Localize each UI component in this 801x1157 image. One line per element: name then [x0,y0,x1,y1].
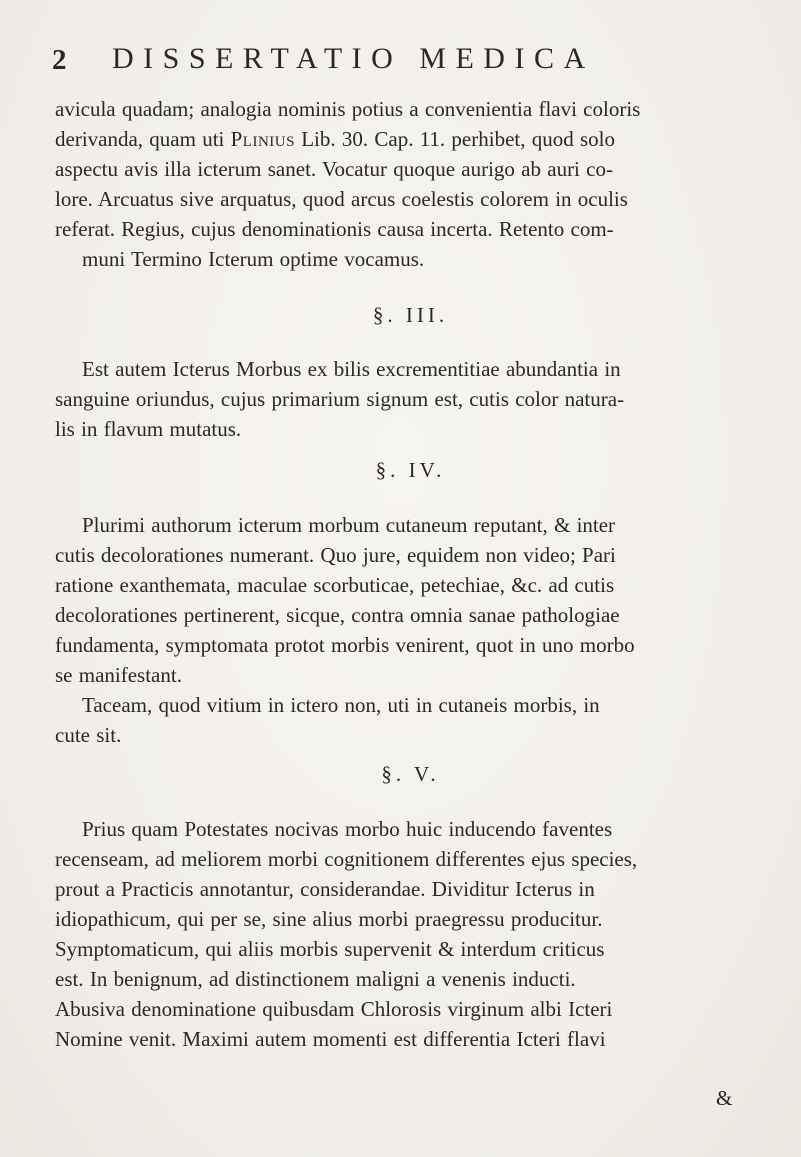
paragraph-species [55,814,745,1054]
text-line: Est autem Icterus Morbus ex bilis excrementitiae abundantia in [82,357,621,381]
text-line: decolorationes pertinerent, sicque, contra omnia sanae pathologiae [55,603,620,627]
text-line: ratione exanthemata, maculae scorbuticae, petechiae, &c. ad cutis [55,573,615,597]
text-line: Symptomaticum, qui aliis morbis supervenit & interdum criticus [55,937,605,961]
text-line: Abusiva denominatione quibusdam Chlorosis virginum albi Icteri [55,997,613,1021]
paragraph-intro [55,94,745,274]
section-heading: §. III. [372,303,449,327]
text-line: lore. Arcuatus sive arquatus, quod arcus coelestis colorem in oculis [55,187,628,211]
paragraph-classification [55,510,745,750]
text-line: cutis decolorationes numerant. Quo jure, equidem non video; Pari [55,543,616,567]
running-title: DISSERTATIO MEDICA [112,42,595,75]
text-line: Taceam, quod vitium in ictero non, uti in cutaneis morbis, in [82,693,600,717]
text-line: idiopathicum, qui per se, sine alius morbi praegressu producitur. [55,907,603,931]
text-line: avicula quadam; analogia nominis potius a convenientia flavi coloris [55,97,641,121]
catchword: & [716,1086,733,1110]
text-line: prout a Practicis annotantur, considerandae. Dividitur Icterus in [55,877,595,901]
text-line: se manifestant. [55,663,182,687]
text-line: lis in flavum mutatus. [55,417,242,441]
text-line: fundamenta, symptomata protot morbis venirent, quot in uno morbo [55,633,635,657]
page-number: 2 [52,44,67,76]
section-heading: §. IV. [375,458,446,482]
text-line: muni Termino Icterum optime vocamus. [82,247,425,271]
text-line: Plurimi authorum icterum morbum cutaneum reputant, & inter [82,513,616,537]
section-heading: §. V. [381,762,440,786]
paragraph-definition [55,354,745,444]
text-line: Prius quam Potestates nocivas morbo huic inducendo faventes [82,817,613,841]
text-line: recensea​m, ad meliorem morbi cognitionem differentes ejus species, [55,847,638,871]
text-line: sanguine oriundus, cujus primarium signum est, cutis color natura- [55,387,625,411]
text-line: aspectu avis illa icterum sanet. Vocatur quoque aurigo ab auri co- [55,157,613,181]
text-fragment: Lib. 30. Cap. 11. perhibet, quod solo [301,127,615,151]
text-fragment: derivanda, quam uti [55,127,231,151]
text-line: cute sit. [55,723,122,747]
text-line: Nomine venit. Maximi autem momenti est differentia Icteri flavi [55,1027,606,1051]
text-line [55,124,745,154]
author-name: Plinius [230,127,295,151]
page-header [0,42,801,82]
text-line: est. In benignum, ad distinctionem maligni a venenis inducti. [55,967,576,991]
text-line: referat. Regius, cujus denominationis causa incerta. Retento com- [55,217,614,241]
